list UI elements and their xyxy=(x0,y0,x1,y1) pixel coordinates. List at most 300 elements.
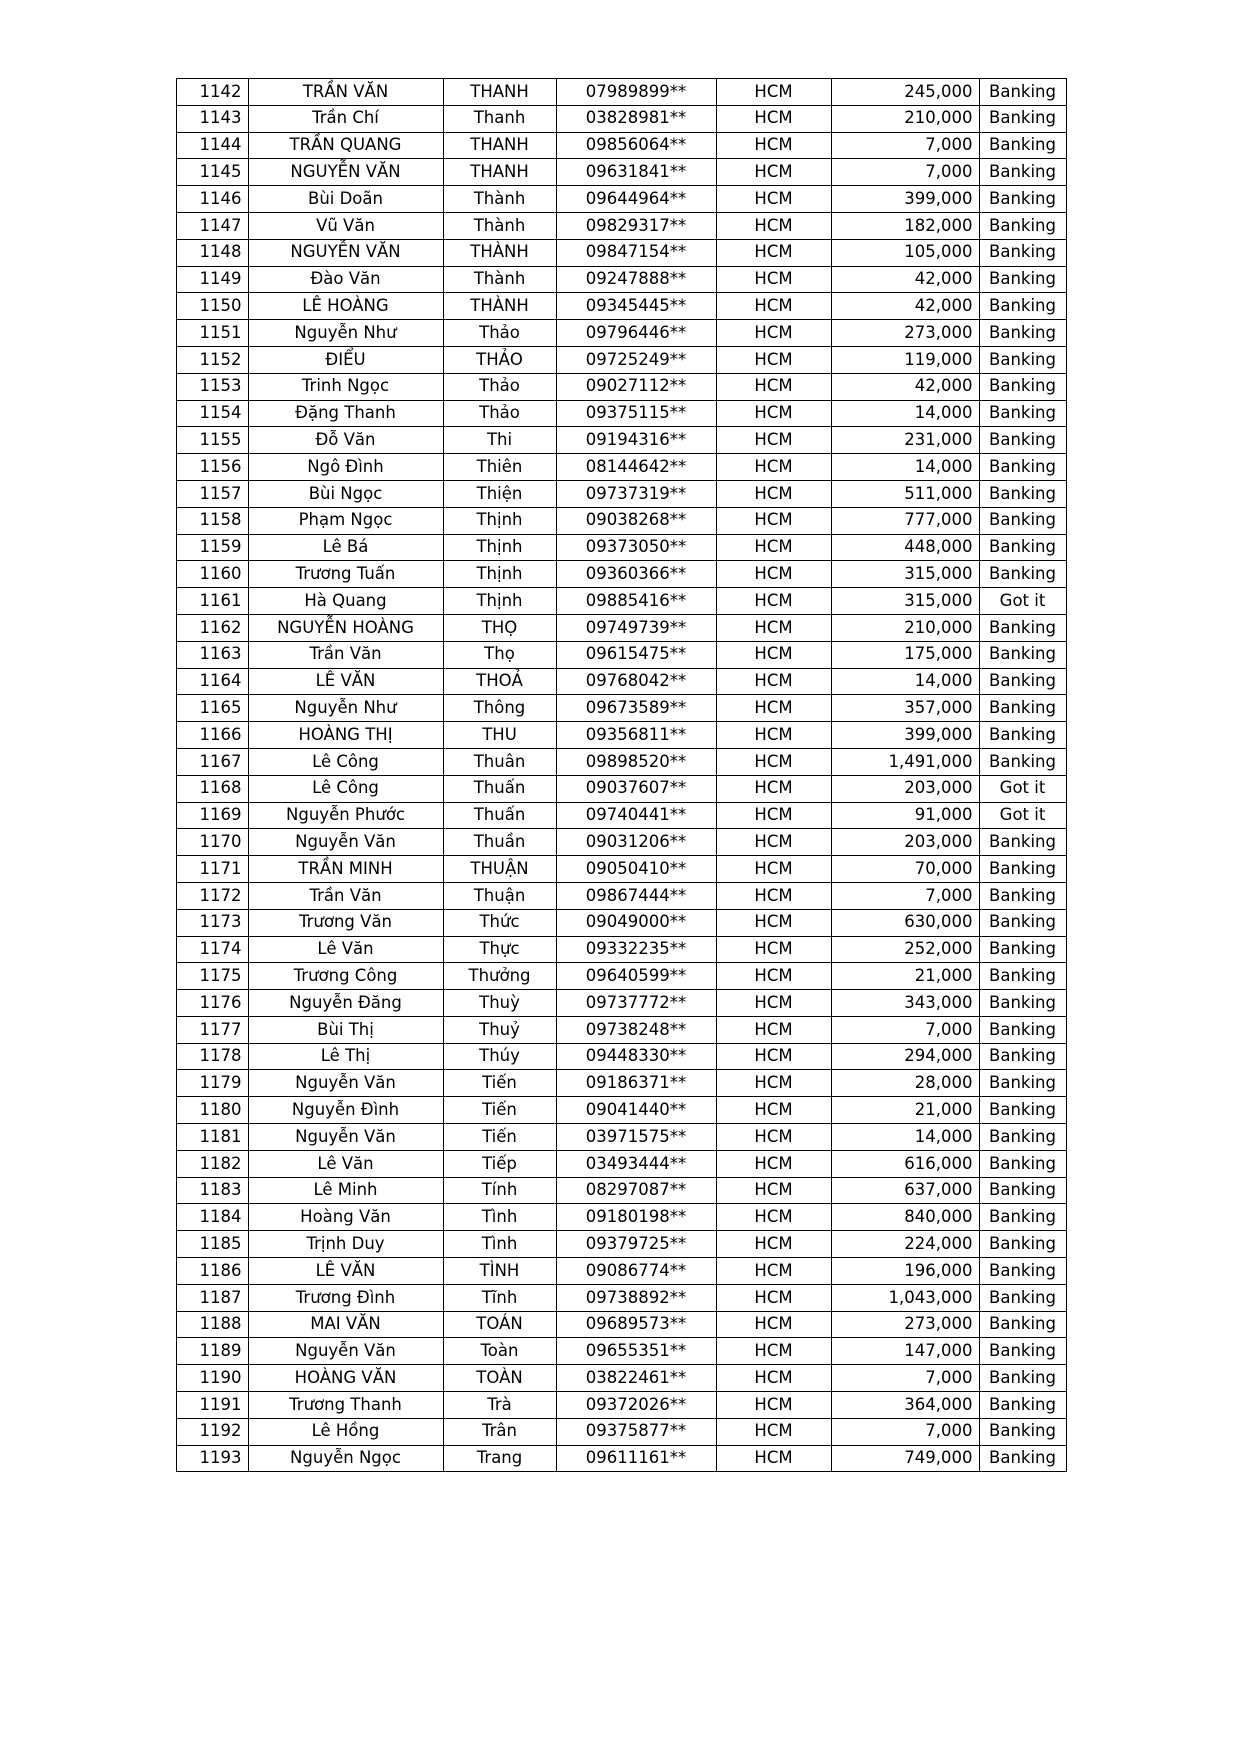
cell-index: 1157 xyxy=(176,480,248,507)
cell-last: Thuần xyxy=(443,829,556,856)
cell-last: Thuấn xyxy=(443,775,556,802)
cell-first: Lê Hồng xyxy=(248,1418,443,1445)
cell-first: Nguyễn Như xyxy=(248,695,443,722)
cell-index: 1174 xyxy=(176,936,248,963)
cell-first: Lê Công xyxy=(248,748,443,775)
cell-city: HCM xyxy=(716,320,831,347)
cell-amount: 147,000 xyxy=(831,1338,979,1365)
cell-last: Thịnh xyxy=(443,507,556,534)
cell-status: Banking xyxy=(979,1070,1066,1097)
cell-phone: 09738892** xyxy=(556,1284,716,1311)
cell-index: 1186 xyxy=(176,1258,248,1285)
cell-phone: 09856064** xyxy=(556,132,716,159)
cell-amount: 315,000 xyxy=(831,588,979,615)
cell-amount: 399,000 xyxy=(831,186,979,213)
table-row xyxy=(176,668,1066,695)
cell-city: HCM xyxy=(716,1150,831,1177)
table-row xyxy=(176,320,1066,347)
cell-index: 1147 xyxy=(176,212,248,239)
table-row xyxy=(176,909,1066,936)
cell-first: TRẦN MINH xyxy=(248,856,443,883)
cell-phone: 03493444** xyxy=(556,1150,716,1177)
cell-city: HCM xyxy=(716,1016,831,1043)
cell-amount: 616,000 xyxy=(831,1150,979,1177)
cell-last: THẢO xyxy=(443,346,556,373)
cell-first: Lê Bá xyxy=(248,534,443,561)
cell-city: HCM xyxy=(716,346,831,373)
cell-last: Thảo xyxy=(443,400,556,427)
cell-last: Thuận xyxy=(443,882,556,909)
cell-amount: 105,000 xyxy=(831,239,979,266)
cell-phone: 09725249** xyxy=(556,346,716,373)
cell-index: 1162 xyxy=(176,614,248,641)
table-row xyxy=(176,561,1066,588)
cell-amount: 7,000 xyxy=(831,882,979,909)
cell-first: Nguyễn Văn xyxy=(248,1124,443,1151)
cell-last: Thi xyxy=(443,427,556,454)
cell-first: Vũ Văn xyxy=(248,212,443,239)
cell-status: Banking xyxy=(979,963,1066,990)
cell-amount: 7,000 xyxy=(831,159,979,186)
cell-city: HCM xyxy=(716,1418,831,1445)
cell-last: Thông xyxy=(443,695,556,722)
cell-first: Nguyễn Văn xyxy=(248,829,443,856)
cell-amount: 273,000 xyxy=(831,1311,979,1338)
table-row xyxy=(176,856,1066,883)
cell-city: HCM xyxy=(716,373,831,400)
cell-first: MAI VĂN xyxy=(248,1311,443,1338)
cell-first: TRẦN QUANG xyxy=(248,132,443,159)
cell-index: 1183 xyxy=(176,1177,248,1204)
cell-first: Bùi Thị xyxy=(248,1016,443,1043)
cell-city: HCM xyxy=(716,1043,831,1070)
cell-first: Trương Công xyxy=(248,963,443,990)
cell-phone: 03971575** xyxy=(556,1124,716,1151)
cell-amount: 28,000 xyxy=(831,1070,979,1097)
cell-status: Banking xyxy=(979,266,1066,293)
cell-phone: 09375877** xyxy=(556,1418,716,1445)
cell-last: Thưởng xyxy=(443,963,556,990)
cell-first: Trịnh Duy xyxy=(248,1231,443,1258)
cell-phone: 09247888** xyxy=(556,266,716,293)
cell-last: Thúy xyxy=(443,1043,556,1070)
table-row xyxy=(176,266,1066,293)
cell-last: THANH xyxy=(443,79,556,106)
cell-index: 1171 xyxy=(176,856,248,883)
cell-last: Thảo xyxy=(443,373,556,400)
cell-first: Trần Chí xyxy=(248,105,443,132)
cell-first: Nguyễn Văn xyxy=(248,1338,443,1365)
table-row xyxy=(176,1204,1066,1231)
cell-amount: 196,000 xyxy=(831,1258,979,1285)
cell-last: Tiến xyxy=(443,1097,556,1124)
cell-first: TRẦN VĂN xyxy=(248,79,443,106)
cell-index: 1170 xyxy=(176,829,248,856)
cell-phone: 09829317** xyxy=(556,212,716,239)
table-row xyxy=(176,373,1066,400)
cell-index: 1156 xyxy=(176,454,248,481)
cell-first: Bùi Doãn xyxy=(248,186,443,213)
cell-amount: 14,000 xyxy=(831,668,979,695)
cell-first: Nguyễn Đình xyxy=(248,1097,443,1124)
cell-status: Banking xyxy=(979,1311,1066,1338)
cell-last: THUẬN xyxy=(443,856,556,883)
cell-status: Got it xyxy=(979,588,1066,615)
cell-last: Thức xyxy=(443,909,556,936)
cell-status: Banking xyxy=(979,829,1066,856)
cell-phone: 07989899** xyxy=(556,79,716,106)
cell-phone: 09375115** xyxy=(556,400,716,427)
table-row xyxy=(176,79,1066,106)
cell-status: Banking xyxy=(979,856,1066,883)
cell-last: THỌ xyxy=(443,614,556,641)
cell-amount: 42,000 xyxy=(831,373,979,400)
cell-first: Trương Thanh xyxy=(248,1392,443,1419)
cell-amount: 91,000 xyxy=(831,802,979,829)
table-row xyxy=(176,1284,1066,1311)
cell-city: HCM xyxy=(716,454,831,481)
cell-status: Banking xyxy=(979,1124,1066,1151)
cell-first: ĐIỂU xyxy=(248,346,443,373)
cell-city: HCM xyxy=(716,561,831,588)
cell-last: Thuỷ xyxy=(443,1016,556,1043)
cell-last: Thiên xyxy=(443,454,556,481)
cell-status: Banking xyxy=(979,454,1066,481)
cell-status: Banking xyxy=(979,1392,1066,1419)
cell-index: 1146 xyxy=(176,186,248,213)
cell-amount: 42,000 xyxy=(831,266,979,293)
cell-index: 1181 xyxy=(176,1124,248,1151)
cell-status: Banking xyxy=(979,293,1066,320)
cell-city: HCM xyxy=(716,186,831,213)
table-row xyxy=(176,1150,1066,1177)
cell-index: 1149 xyxy=(176,266,248,293)
cell-status: Banking xyxy=(979,427,1066,454)
cell-last: Thuân xyxy=(443,748,556,775)
cell-index: 1154 xyxy=(176,400,248,427)
cell-status: Banking xyxy=(979,1231,1066,1258)
cell-phone: 09796446** xyxy=(556,320,716,347)
cell-status: Banking xyxy=(979,400,1066,427)
cell-first: NGUYỄN VĂN xyxy=(248,159,443,186)
cell-status: Banking xyxy=(979,1284,1066,1311)
cell-phone: 09041440** xyxy=(556,1097,716,1124)
cell-city: HCM xyxy=(716,829,831,856)
cell-amount: 357,000 xyxy=(831,695,979,722)
cell-amount: 315,000 xyxy=(831,561,979,588)
cell-city: HCM xyxy=(716,266,831,293)
cell-index: 1144 xyxy=(176,132,248,159)
cell-last: Thực xyxy=(443,936,556,963)
cell-city: HCM xyxy=(716,427,831,454)
cell-status: Banking xyxy=(979,1016,1066,1043)
cell-phone: 03828981** xyxy=(556,105,716,132)
cell-status: Banking xyxy=(979,668,1066,695)
cell-amount: 175,000 xyxy=(831,641,979,668)
cell-status: Banking xyxy=(979,346,1066,373)
cell-first: Phạm Ngọc xyxy=(248,507,443,534)
cell-city: HCM xyxy=(716,1311,831,1338)
cell-phone: 09737772** xyxy=(556,990,716,1017)
cell-status: Got it xyxy=(979,802,1066,829)
cell-amount: 1,043,000 xyxy=(831,1284,979,1311)
cell-phone: 09847154** xyxy=(556,239,716,266)
cell-city: HCM xyxy=(716,212,831,239)
cell-amount: 42,000 xyxy=(831,293,979,320)
cell-phone: 09050410** xyxy=(556,856,716,883)
cell-city: HCM xyxy=(716,1124,831,1151)
table-body xyxy=(176,79,1066,1472)
cell-amount: 7,000 xyxy=(831,1016,979,1043)
cell-city: HCM xyxy=(716,856,831,883)
cell-last: Tình xyxy=(443,1231,556,1258)
cell-amount: 7,000 xyxy=(831,1418,979,1445)
cell-city: HCM xyxy=(716,588,831,615)
cell-city: HCM xyxy=(716,159,831,186)
cell-index: 1164 xyxy=(176,668,248,695)
cell-amount: 294,000 xyxy=(831,1043,979,1070)
table-row xyxy=(176,722,1066,749)
cell-last: THÀNH xyxy=(443,293,556,320)
table-row xyxy=(176,1392,1066,1419)
cell-first: Lê Minh xyxy=(248,1177,443,1204)
cell-amount: 364,000 xyxy=(831,1392,979,1419)
cell-city: HCM xyxy=(716,1338,831,1365)
cell-city: HCM xyxy=(716,480,831,507)
cell-first: NGUYỄN VĂN xyxy=(248,239,443,266)
cell-status: Banking xyxy=(979,1204,1066,1231)
cell-city: HCM xyxy=(716,748,831,775)
cell-last: Trân xyxy=(443,1418,556,1445)
cell-city: HCM xyxy=(716,1177,831,1204)
table-row xyxy=(176,159,1066,186)
table-row xyxy=(176,400,1066,427)
table-row xyxy=(176,480,1066,507)
cell-amount: 210,000 xyxy=(831,105,979,132)
cell-last: Thọ xyxy=(443,641,556,668)
cell-index: 1190 xyxy=(176,1365,248,1392)
cell-status: Banking xyxy=(979,1445,1066,1472)
cell-phone: 09615475** xyxy=(556,641,716,668)
cell-status: Banking xyxy=(979,561,1066,588)
cell-city: HCM xyxy=(716,963,831,990)
table-row xyxy=(176,963,1066,990)
cell-amount: 21,000 xyxy=(831,963,979,990)
cell-status: Banking xyxy=(979,1177,1066,1204)
cell-status: Banking xyxy=(979,212,1066,239)
cell-last: THANH xyxy=(443,159,556,186)
cell-phone: 08297087** xyxy=(556,1177,716,1204)
cell-first: Hoàng Văn xyxy=(248,1204,443,1231)
cell-amount: 119,000 xyxy=(831,346,979,373)
cell-amount: 7,000 xyxy=(831,132,979,159)
cell-first: Nguyễn Phước xyxy=(248,802,443,829)
cell-city: HCM xyxy=(716,668,831,695)
cell-status: Banking xyxy=(979,614,1066,641)
table-row xyxy=(176,346,1066,373)
table-row xyxy=(176,1418,1066,1445)
cell-last: THOẢ xyxy=(443,668,556,695)
cell-first: Nguyễn Ngọc xyxy=(248,1445,443,1472)
cell-amount: 14,000 xyxy=(831,454,979,481)
table-row xyxy=(176,1016,1066,1043)
cell-amount: 840,000 xyxy=(831,1204,979,1231)
cell-status: Banking xyxy=(979,1043,1066,1070)
cell-amount: 203,000 xyxy=(831,775,979,802)
cell-status: Banking xyxy=(979,990,1066,1017)
table-row xyxy=(176,454,1066,481)
cell-amount: 210,000 xyxy=(831,614,979,641)
cell-last: Thanh xyxy=(443,105,556,132)
cell-phone: 09379725** xyxy=(556,1231,716,1258)
cell-first: LÊ VĂN xyxy=(248,668,443,695)
cell-phone: 09749739** xyxy=(556,614,716,641)
cell-first: Hà Quang xyxy=(248,588,443,615)
cell-phone: 09360366** xyxy=(556,561,716,588)
cell-index: 1193 xyxy=(176,1445,248,1472)
cell-index: 1159 xyxy=(176,534,248,561)
cell-status: Banking xyxy=(979,1418,1066,1445)
cell-index: 1175 xyxy=(176,963,248,990)
cell-amount: 343,000 xyxy=(831,990,979,1017)
cell-index: 1182 xyxy=(176,1150,248,1177)
table-row xyxy=(176,936,1066,963)
cell-city: HCM xyxy=(716,722,831,749)
cell-index: 1192 xyxy=(176,1418,248,1445)
cell-status: Banking xyxy=(979,480,1066,507)
cell-index: 1185 xyxy=(176,1231,248,1258)
cell-phone: 09673589** xyxy=(556,695,716,722)
cell-city: HCM xyxy=(716,1070,831,1097)
table-row xyxy=(176,829,1066,856)
cell-status: Banking xyxy=(979,105,1066,132)
cell-index: 1168 xyxy=(176,775,248,802)
cell-last: Trang xyxy=(443,1445,556,1472)
cell-status: Banking xyxy=(979,695,1066,722)
cell-amount: 245,000 xyxy=(831,79,979,106)
cell-first: Lê Thị xyxy=(248,1043,443,1070)
cell-phone: 09631841** xyxy=(556,159,716,186)
cell-last: Trà xyxy=(443,1392,556,1419)
cell-first: Lê Văn xyxy=(248,936,443,963)
table-row xyxy=(176,1043,1066,1070)
cell-phone: 09738248** xyxy=(556,1016,716,1043)
cell-amount: 70,000 xyxy=(831,856,979,883)
cell-status: Banking xyxy=(979,239,1066,266)
cell-index: 1184 xyxy=(176,1204,248,1231)
cell-city: HCM xyxy=(716,990,831,1017)
cell-city: HCM xyxy=(716,1365,831,1392)
cell-city: HCM xyxy=(716,507,831,534)
cell-city: HCM xyxy=(716,105,831,132)
cell-phone: 09356811** xyxy=(556,722,716,749)
table-row xyxy=(176,1311,1066,1338)
cell-phone: 09186371** xyxy=(556,1070,716,1097)
cell-status: Banking xyxy=(979,882,1066,909)
table-row xyxy=(176,212,1066,239)
cell-amount: 777,000 xyxy=(831,507,979,534)
cell-first: HOÀNG VĂN xyxy=(248,1365,443,1392)
cell-index: 1152 xyxy=(176,346,248,373)
cell-last: Thịnh xyxy=(443,561,556,588)
cell-index: 1178 xyxy=(176,1043,248,1070)
cell-phone: 09332235** xyxy=(556,936,716,963)
table-row xyxy=(176,1365,1066,1392)
cell-last: Thuỳ xyxy=(443,990,556,1017)
cell-city: HCM xyxy=(716,1231,831,1258)
cell-phone: 09611161** xyxy=(556,1445,716,1472)
cell-index: 1150 xyxy=(176,293,248,320)
cell-last: THANH xyxy=(443,132,556,159)
table-row xyxy=(176,186,1066,213)
cell-status: Banking xyxy=(979,186,1066,213)
cell-status: Banking xyxy=(979,1150,1066,1177)
cell-first: Trần Văn xyxy=(248,882,443,909)
cell-last: Tĩnh xyxy=(443,1284,556,1311)
cell-city: HCM xyxy=(716,641,831,668)
cell-city: HCM xyxy=(716,293,831,320)
cell-first: Đặng Thanh xyxy=(248,400,443,427)
table-row xyxy=(176,1097,1066,1124)
cell-first: Trinh Ngọc xyxy=(248,373,443,400)
cell-city: HCM xyxy=(716,79,831,106)
cell-index: 1148 xyxy=(176,239,248,266)
cell-first: LÊ VĂN xyxy=(248,1258,443,1285)
cell-status: Banking xyxy=(979,1365,1066,1392)
cell-amount: 511,000 xyxy=(831,480,979,507)
cell-amount: 749,000 xyxy=(831,1445,979,1472)
cell-status: Banking xyxy=(979,159,1066,186)
cell-phone: 09373050** xyxy=(556,534,716,561)
table-row xyxy=(176,1258,1066,1285)
cell-index: 1151 xyxy=(176,320,248,347)
cell-amount: 399,000 xyxy=(831,722,979,749)
cell-phone: 08144642** xyxy=(556,454,716,481)
cell-index: 1158 xyxy=(176,507,248,534)
cell-last: Toàn xyxy=(443,1338,556,1365)
cell-amount: 21,000 xyxy=(831,1097,979,1124)
cell-phone: 09640599** xyxy=(556,963,716,990)
cell-city: HCM xyxy=(716,1204,831,1231)
table-row xyxy=(176,990,1066,1017)
cell-first: Lê Công xyxy=(248,775,443,802)
cell-city: HCM xyxy=(716,1445,831,1472)
cell-amount: 14,000 xyxy=(831,1124,979,1151)
cell-amount: 224,000 xyxy=(831,1231,979,1258)
cell-status: Banking xyxy=(979,936,1066,963)
cell-amount: 14,000 xyxy=(831,400,979,427)
cell-last: THU xyxy=(443,722,556,749)
table-row xyxy=(176,293,1066,320)
cell-index: 1153 xyxy=(176,373,248,400)
cell-index: 1179 xyxy=(176,1070,248,1097)
cell-last: THÀNH xyxy=(443,239,556,266)
cell-last: Tiến xyxy=(443,1070,556,1097)
cell-index: 1142 xyxy=(176,79,248,106)
cell-phone: 09345445** xyxy=(556,293,716,320)
cell-phone: 09037607** xyxy=(556,775,716,802)
cell-index: 1160 xyxy=(176,561,248,588)
cell-status: Banking xyxy=(979,132,1066,159)
cell-last: TOÁN xyxy=(443,1311,556,1338)
cell-phone: 09689573** xyxy=(556,1311,716,1338)
cell-index: 1177 xyxy=(176,1016,248,1043)
table-row xyxy=(176,775,1066,802)
table-row xyxy=(176,132,1066,159)
table-row xyxy=(176,427,1066,454)
cell-index: 1165 xyxy=(176,695,248,722)
cell-phone: 09194316** xyxy=(556,427,716,454)
